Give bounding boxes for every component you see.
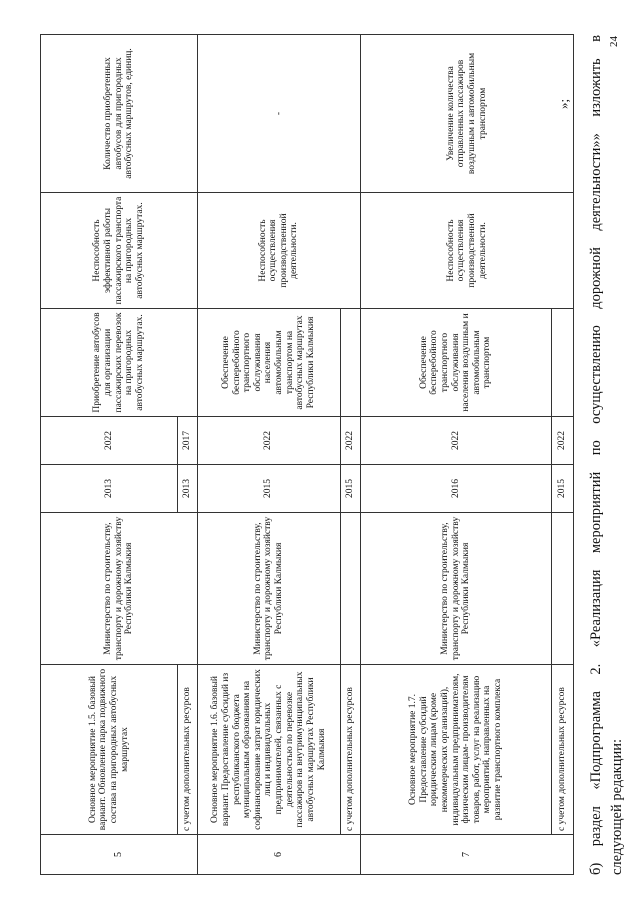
empty-cell: [340, 309, 360, 417]
page-number: 24: [608, 36, 620, 47]
table-row: [360, 35, 551, 875]
measures-table: [40, 34, 574, 875]
footer-line-2: следующей редакции:: [609, 738, 626, 875]
consequence-cell: Неспособность эффективной работы пассажирского транспорта на пригородных автобусных маршрутах.: [41, 193, 198, 309]
footer-line-1: б) раздел «Подпрограмма 2. «Реализация мероприятий по осуществлению дорожной деятельности»» изложить в: [588, 35, 604, 875]
table-row: [197, 35, 340, 875]
closing-quote: »;: [556, 98, 571, 109]
end-year-cell: 2022: [340, 417, 360, 465]
additional-resources-label: с учетом дополнительных ресурсов: [340, 665, 360, 835]
result-cell: Приобретение автобусов для организации пассажирских перевозок на пригородных автобусных маршрутах.: [41, 309, 198, 417]
indicator-cell: Увеличение количества отправленных пассажиров воздушным и автомобильным транспортом: [360, 35, 573, 193]
start-year-cell: 2015: [551, 465, 573, 513]
row-number: 7: [360, 835, 573, 875]
executor-cell: Министерство по строительству, транспорту и дорожному хозяйству Республики Калмыкия: [41, 513, 198, 665]
executor-cell: Министерство по строительству, транспорту и дорожному хозяйству Республики Калмыкия: [197, 513, 340, 665]
start-year-cell: 2013: [41, 465, 178, 513]
end-year-cell: 2017: [177, 417, 197, 465]
consequence-cell: Неспособность осуществления производственной деятельности.: [360, 193, 573, 309]
result-cell: Обеспечение бесперебойного транспортного обслуживания населения воздушным и автомобильным транспортом: [360, 309, 551, 417]
additional-resources-label: с учетом дополнительных ресурсов: [177, 665, 197, 835]
consequence-cell: Неспособность осуществления производственной деятельности.: [197, 193, 360, 309]
executor-cell: Министерство по строительству, транспорту и дорожному хозяйству Республики Калмыкия: [360, 513, 551, 665]
empty-cell: [551, 309, 573, 417]
empty-cell: [340, 513, 360, 665]
footer-paragraph: [586, 35, 628, 875]
table-row: [41, 35, 178, 875]
measure-cell: Основное мероприятие 1.7. Предоставление субсидий юридическим лицам (кроме некоммерческих организаций), индивидуальным предпринимателям, физическим лицам- производителям товаров, работ, услуг на реализацию мероприятий, направленных на развитие транспортного комплекса: [360, 665, 551, 835]
start-year-cell: 2015: [197, 465, 340, 513]
row-number: 6: [197, 835, 360, 875]
end-year-cell: 2022: [41, 417, 178, 465]
start-year-cell: 2015: [340, 465, 360, 513]
result-cell: Обеспечение бесперебойного транспортного обслуживания населения автомобильным транспортом на автобусных маршрутах Республики Калмыкия: [197, 309, 340, 417]
end-year-cell: 2022: [197, 417, 340, 465]
end-year-cell: 2022: [551, 417, 573, 465]
row-number: 5: [41, 835, 198, 875]
start-year-cell: 2016: [360, 465, 551, 513]
empty-cell: [551, 513, 573, 665]
indicator-cell: -: [197, 35, 360, 193]
additional-resources-label: с учетом дополнительных ресурсов: [551, 665, 573, 835]
measure-cell: Основное мероприятие 1.5. базовый вариант. Обновление парка подвижного состава на пригородных автобусных маршрутах: [41, 665, 178, 835]
start-year-cell: 2013: [177, 465, 197, 513]
measure-cell: Основное мероприятие 1.6. базовый вариант. Предоставление субсидий из республиканского бюджета муниципальным образованиям на софинансирование затрат юридических лиц и индивидуальных предпринимателей, связанных с деятельностью по перевозке пассажиров на внутримуниципальных автобусных маршрутах Республики Калмыкия: [197, 665, 340, 835]
end-year-cell: 2022: [360, 417, 551, 465]
indicator-cell: Количество приобретенных автобусов для пригородных автобусных маршрутов, единиц.: [41, 35, 198, 193]
